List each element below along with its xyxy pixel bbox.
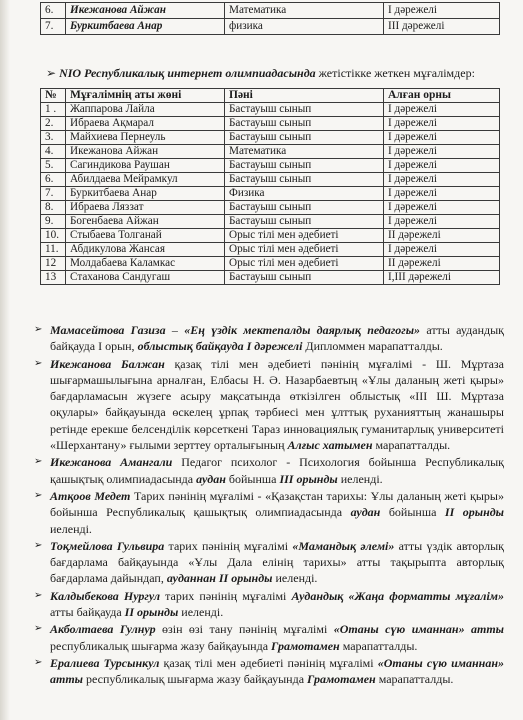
body-text: иеленді. [178, 605, 224, 620]
row-name: Стыбаева Толганай [66, 229, 225, 243]
body-text: өзін өзі тану пәнінің мұғалімі [155, 622, 334, 637]
row-num: 5. [41, 159, 66, 173]
emphasis-text: «Отаны сүю иманнан» атты [333, 622, 505, 637]
row-subject: Математика [225, 3, 384, 19]
table-row [41, 3, 500, 19]
row-num: 8. [41, 201, 66, 215]
table-row [41, 19, 500, 35]
list-item [34, 488, 504, 537]
body-text: тарих пәнінің мұғалімі [164, 538, 293, 553]
emphasis-text: Икежанова Амангали [50, 455, 173, 470]
table-row [41, 159, 500, 173]
row-place: I дәрежелі [384, 117, 500, 131]
body-text: қазақ тілі мен әдебиеті пәнінің мұғалімі [159, 655, 378, 670]
bullet-arrow-icon: ➢ [34, 489, 43, 501]
emphasis-text: III орынды [279, 471, 338, 486]
row-name: Абилдаева Мейрамкул [66, 173, 225, 187]
bullet-arrow-icon: ➢ [34, 357, 43, 369]
body-text: тарих пәнінің мұғалімі [160, 588, 292, 603]
row-place: I дәрежелі [384, 3, 500, 19]
row-num: 13 [41, 271, 66, 285]
row-subject: физика [225, 19, 384, 35]
heading-emphasis: NIO Республикалық интернет олимпиадасында [59, 66, 316, 80]
body-text: иеленді. [272, 571, 318, 586]
body-text: иеленді. [50, 521, 92, 536]
row-num: 3. [41, 131, 66, 145]
row-place: III дәрежелі [384, 19, 500, 35]
list-item [34, 621, 504, 654]
scan-edge-shadow [0, 0, 10, 720]
row-subject: Орыс тілі мен әдебиеті [225, 229, 384, 243]
list-item [34, 588, 504, 621]
emphasis-text: Тоқмейлова Гульвира [50, 538, 165, 553]
table-row [41, 215, 500, 229]
row-place: I дәрежелі [384, 201, 500, 215]
body-text: республикалық шығарма жазу байқауында [83, 672, 308, 687]
row-name: Ибраева Ляззат [66, 201, 225, 215]
row-name: Жаппарова Лайла [66, 103, 225, 117]
row-subject: Бастауыш сынып [225, 131, 384, 145]
row-place: II дәрежелі [384, 257, 500, 271]
body-text: марапатталды. [375, 672, 454, 687]
header-name: Мұғалімнің аты жөні [66, 89, 225, 103]
row-num: 6. [41, 173, 66, 187]
emphasis-text: аудан [350, 505, 381, 520]
body-text: Дипломмен марапатталды. [302, 339, 443, 354]
row-num: 7. [41, 187, 66, 201]
row-subject: Орыс тілі мен әдебиеті [225, 243, 384, 257]
body-text: – [165, 323, 185, 337]
row-num: 9. [41, 215, 66, 229]
row-place: I дәрежелі [384, 243, 500, 257]
emphasis-text: «Отаны сүю иманнан» атты [50, 655, 504, 687]
row-subject: Бастауыш сынып [225, 271, 384, 285]
row-name: Икежанова Айжан [66, 145, 225, 159]
body-text: атты байқауда [50, 605, 125, 620]
row-place: I дәрежелі [384, 159, 500, 173]
table-header-row [41, 89, 500, 103]
row-subject: Бастауыш сынып [225, 103, 384, 117]
bullet-arrow-icon: ➢ [46, 66, 57, 80]
row-name: Стаханова Сандугаш [66, 271, 225, 285]
emphasis-text: облыстық байқауда I дәрежелі [137, 339, 303, 354]
body-text: Педагог психолог - Психология бойынша Республикалық қашықтық олимпиадасында [50, 455, 504, 486]
emphasis-text: ауданнан II орынды [166, 571, 273, 586]
row-name: Майхиева Пернеуль [66, 131, 225, 145]
body-text: Тарих пәнінің мұғалімі - «Қазақстан тарихы: Ұлы даланың жеті қыры» бойынша Республикалық қашықтық олимпиадасында [50, 488, 504, 520]
row-num: 7. [41, 19, 66, 35]
row-name: Икежанова Айжан [66, 3, 225, 19]
table-row [41, 103, 500, 117]
row-place: I дәрежелі [384, 131, 500, 145]
table-row [41, 201, 500, 215]
table-row [41, 173, 500, 187]
table-row [41, 117, 500, 131]
list-item [34, 454, 504, 487]
bullet-arrow-icon: ➢ [34, 539, 43, 551]
row-num: 12 [41, 257, 66, 271]
row-num: 4. [41, 145, 66, 159]
emphasis-text: Акболтаева Гулнур [50, 622, 156, 637]
achievements-list [34, 322, 504, 689]
body-text: бойынша [225, 471, 280, 486]
row-subject: Бастауыш сынып [225, 159, 384, 173]
emphasis-text: Икежанова Балжан [50, 356, 165, 371]
row-name: Буркитбаева Анар [66, 19, 225, 35]
row-name: Сагиндикова Раушан [66, 159, 225, 173]
row-num: 11. [41, 243, 66, 257]
emphasis-text: Мамасейтова Газиза [50, 323, 166, 337]
olympiad-results-table [40, 88, 500, 285]
row-name: Богенбаева Айжан [66, 215, 225, 229]
row-place: I дәрежелі [384, 145, 500, 159]
row-place: II дәрежелі [384, 229, 500, 243]
body-text: республикалық шығарма жазу байқауында [50, 638, 272, 653]
table-row [41, 243, 500, 257]
table-row [41, 145, 500, 159]
bullet-arrow-icon: ➢ [34, 324, 43, 335]
row-name: Буркитбаева Анар [66, 187, 225, 201]
top-continuation-table [40, 2, 500, 35]
emphasis-text: «Мамандық әлемі» [292, 538, 395, 553]
list-item [34, 356, 504, 454]
table-row [41, 131, 500, 145]
row-subject: Физика [225, 187, 384, 201]
section-heading [46, 66, 475, 81]
row-subject: Бастауыш сынып [225, 117, 384, 131]
table-row [41, 229, 500, 243]
emphasis-text: аудан [196, 471, 226, 486]
emphasis-text: Атқоов Медет [50, 488, 131, 503]
row-name: Молдабаева Каламкас [66, 257, 225, 271]
row-subject: Бастауыш сынып [225, 201, 384, 215]
row-num: 1 . [41, 103, 66, 117]
row-place: I дәрежелі [384, 103, 500, 117]
row-subject: Математика [225, 145, 384, 159]
body-text: атты үздік авторлық бағдарлама байқауында «Ұлы Дала елінің тарихы» атты тақырыпта авторлық бағдарлама дайындап, [50, 538, 504, 586]
list-item [34, 655, 504, 688]
emphasis-text: II орынды [444, 505, 505, 520]
table-row [41, 271, 500, 285]
row-place: I дәрежелі [384, 187, 500, 201]
body-text: марапатталды. [339, 638, 418, 653]
header-subject: Пәні [225, 89, 384, 103]
body-text: қазақ тілі мен әдебиеті пәнінің мұғалімі - Ш. Мұртаза шығармашылығына арналған, Елбасы Н. Ә. Назарбаевтың «Ұлы даланың жеті қыры» бағдарламасын жүзеге асыру мақсатында өткізілген облыстық «III Ш. Мұртаза оқулары» байқауында өскелең ұрпақ тәрбиесі мен ұлттық руханияттың жанашыры ретінде ерекше белсенділік көрсеткені Тараз инновациялық гуманитарлық университеті «Шерхантану» ғылыми зерттеу орталығының [50, 356, 504, 453]
row-place: I,III дәрежелі [384, 271, 500, 285]
bullet-arrow-icon: ➢ [34, 456, 43, 468]
row-subject: Орыс тілі мен әдебиеті [225, 257, 384, 271]
row-name: Ибраева Ақмарал [66, 117, 225, 131]
table-row [41, 257, 500, 271]
table-row [41, 187, 500, 201]
emphasis-text: Грамотамен [307, 672, 376, 687]
body-text: атты аудандық байқауда I орын, [50, 323, 504, 354]
body-text: иеленді. [337, 471, 383, 486]
row-name: Абдикулова Жансая [66, 243, 225, 257]
header-num: № [41, 89, 66, 103]
body-text: марапатталды. [372, 438, 451, 453]
row-subject: Бастауыш сынып [225, 215, 384, 229]
row-place: I дәрежелі [384, 173, 500, 187]
emphasis-text: «Ең үздік мектепалды даярлық педагогы» [184, 323, 421, 337]
bullet-arrow-icon: ➢ [34, 656, 43, 668]
emphasis-text: Аудандық «Жаңа форматты мұғалім» [291, 588, 504, 603]
body-text: бойынша [380, 505, 445, 520]
row-num: 2. [41, 117, 66, 131]
heading-rest: жетістікке жеткен мұғалімдер: [315, 66, 475, 80]
row-subject: Бастауыш сынып [225, 173, 384, 187]
list-item [34, 538, 504, 587]
emphasis-text: Алғыс хатымен [287, 438, 373, 453]
bullet-arrow-icon: ➢ [34, 589, 43, 601]
bullet-arrow-icon: ➢ [34, 623, 43, 635]
list-item [34, 322, 504, 355]
header-place: Алған орны [384, 89, 500, 103]
row-num: 10. [41, 229, 66, 243]
emphasis-text: II орынды [124, 605, 179, 620]
emphasis-text: Ералиева Турсынкул [50, 655, 160, 670]
row-num: 6. [41, 3, 66, 19]
row-place: I дәрежелі [384, 215, 500, 229]
emphasis-text: Калдыбекова Нургул [50, 588, 161, 603]
emphasis-text: Грамотамен [271, 638, 340, 653]
